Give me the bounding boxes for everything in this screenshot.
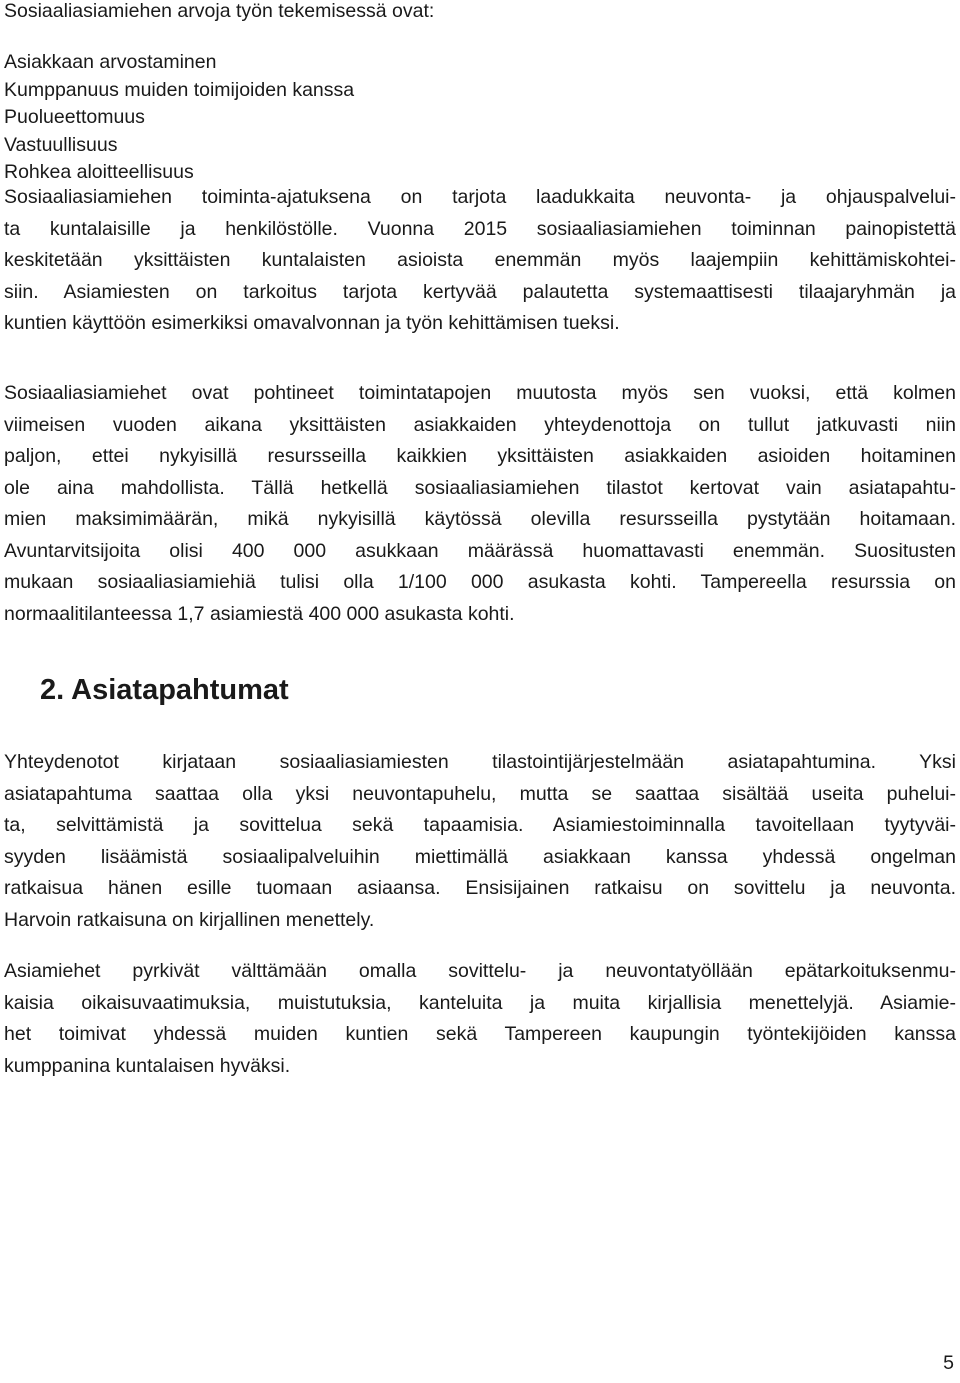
list-item: Vastuullisuus: [4, 133, 118, 156]
text-line: asiatapahtuma saattaa olla yksi neuvontapuhelu, mutta se saattaa sisältää useita puhelui-: [4, 782, 956, 805]
text-line: mien maksimimäärän, mikä nykyisillä käytössä olevilla resursseilla pystytään hoitamaan.: [4, 508, 956, 530]
section-heading: 2. Asiatapahtumat: [40, 674, 289, 706]
text-line: ta kuntalaisille ja henkilöstölle. Vuonna 2015 sosiaaliasiamiehen toiminnan painopistettä: [4, 217, 956, 240]
values-intro: Sosiaaliasiamiehen arvoja työn tekemisessä ovat:: [4, 0, 435, 22]
text-line: Asiamiehet pyrkivät välttämään omalla sovittelu- ja neuvontatyöllään epätarkoituksenmu-: [4, 960, 956, 982]
text-line: ole aina mahdollista. Tällä hetkellä sosiaaliasiamiehen tilastot kertovat vain asiatapahtu-: [4, 476, 956, 499]
text-line: syyden lisäämistä sosiaalipalveluihin miettimällä asiakkaan kanssa yhdessä ongelman: [4, 845, 956, 868]
text-line: paljon, ettei nykyisillä resursseilla kaikkien yksittäisten asiakkaiden asioiden hoitaminen: [4, 445, 956, 467]
text-line: Sosiaaliasiamiehen toiminta-ajatuksena on tarjota laadukkaita neuvonta- ja ohjauspalvelui-: [4, 186, 956, 208]
page-number: 5: [943, 1352, 954, 1374]
list-item: Puolueettomuus: [4, 106, 145, 128]
text-line: kuntien käyttöön esimerkiksi omavalvonnan ja työn kehittämisen tueksi.: [4, 312, 620, 334]
text-line: ratkaisua hänen esille tuomaan asiaansa. Ensisijainen ratkaisu on sovittelu ja neuvonta.: [4, 877, 956, 899]
text-line: Yhteydenotot kirjataan sosiaaliasiamiesten tilastointijärjestelmään asiatapahtumina. Yksi: [4, 751, 956, 773]
values-list: [4, 49, 354, 187]
list-item: Asiakkaan arvostaminen: [4, 51, 217, 73]
list-item: Rohkea aloitteellisuus: [4, 161, 194, 183]
text-line: Harvoin ratkaisuna on kirjallinen menettely.: [4, 908, 375, 931]
list-item: Kumppanuus muiden toimijoiden kanssa: [4, 78, 355, 101]
text-line: ta, selvittämistä ja sovittelua sekä tapaamisia. Asiamiestoiminnalla tavoitellaan tyytyväi-: [4, 814, 956, 836]
text-line: mukaan sosiaaliasiamiehiä tulisi olla 1/100 000 asukasta kohti. Tampereella resurssia on: [4, 571, 956, 593]
text-line: viimeisen vuoden aikana yksittäisten asiakkaiden yhteydenottoja on tullut jatkuvasti niin: [4, 413, 956, 436]
paragraph-resources: [4, 378, 956, 630]
text-line: keskitetään yksittäisten kuntalaisten asioista enemmän myös laajempiin kehittämiskohtei-: [4, 249, 956, 271]
text-line: Avuntarvitsijoita olisi 400 000 asukkaan määrässä huomattavasti enemmän. Suositusten: [4, 539, 956, 562]
text-line: het toimivat yhdessä muiden kuntien sekä Tampereen kaupungin työntekijöiden kanssa: [4, 1023, 956, 1045]
paragraph-mediation: [4, 956, 956, 1082]
text-line: Sosiaaliasiamiehet ovat pohtineet toimintatapojen muutosta myös sen vuoksi, että kolmen: [4, 382, 956, 404]
paragraph-case-events: [4, 747, 956, 936]
text-line: normaalitilanteessa 1,7 asiamiestä 400 000 asukasta kohti.: [4, 602, 515, 625]
text-line: kaisia oikaisuvaatimuksia, muistutuksia, kanteluita ja muita kirjallisia menettelyjä. Asiamie-: [4, 991, 956, 1014]
text-line: siin. Asiamiesten on tarkoitus tarjota kertyvää palautetta systemaattisesti tilaajaryhmän ja: [4, 280, 956, 303]
paragraph-mission: [4, 182, 956, 340]
text-line: kumppanina kuntalaisen hyväksi.: [4, 1054, 291, 1077]
